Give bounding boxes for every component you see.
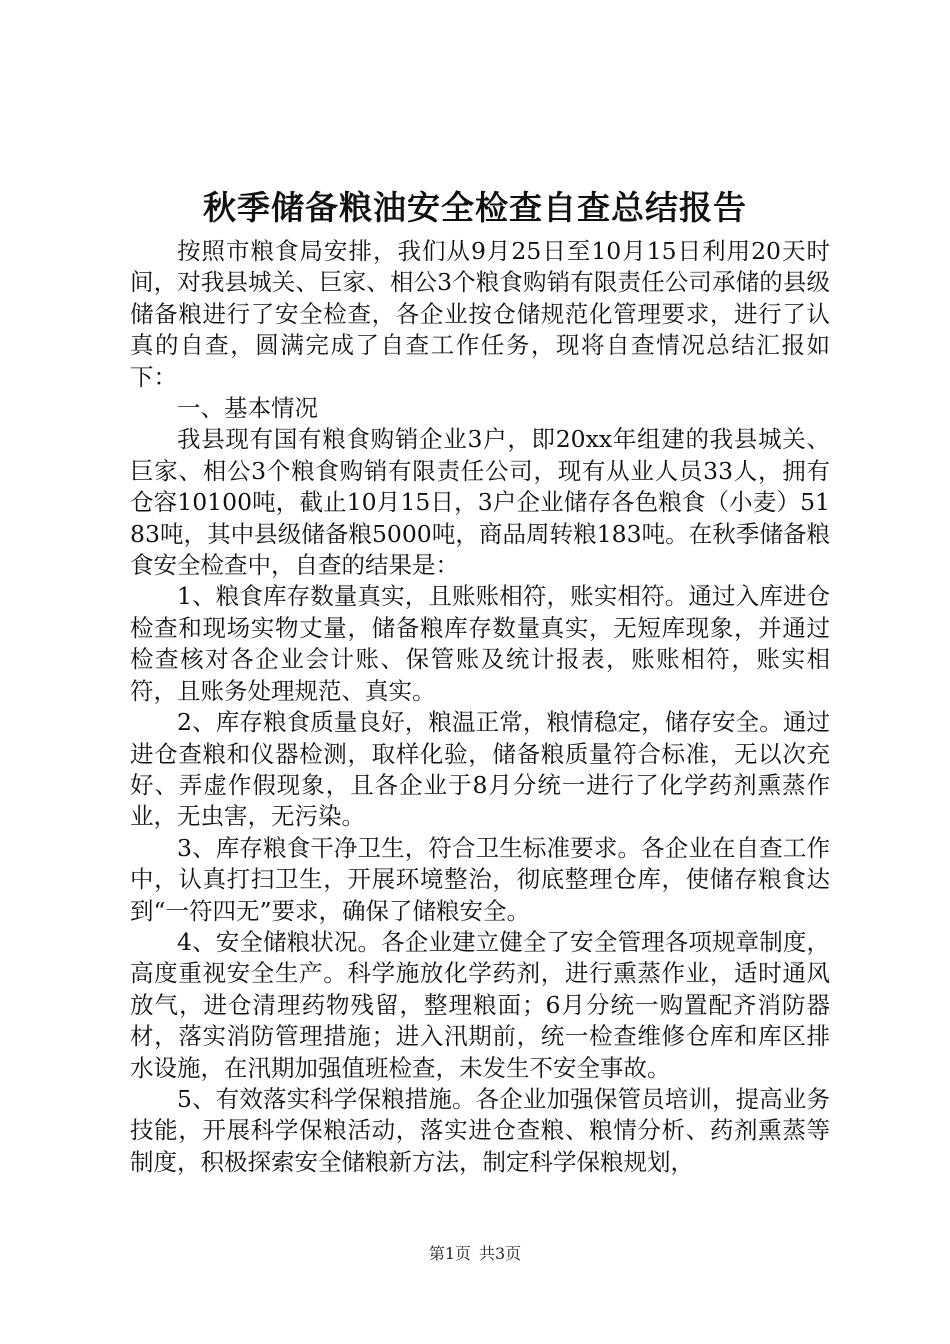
paragraph-item-2: 2、库存粮食质量良好，粮温正常，粮情稳定，储存安全。通过进仓查粮和仪器检测，取样化验，储备粮质量符合标准，无以次充好、弄虚作假现象，且各企业于8月分统一进行了化学药剂熏蒸作业，无虫害，无污染。: [130, 708, 830, 831]
paragraph-item-1: 1、粮食库存数量真实，且账账相符，账实相符。通过入库进仓检查和现场实物丈量，储备粮库存数量真实，无短库现象，并通过检查核对各企业会计账、保管账及统计报表，账账相符，账实相符，且账务处理规范、真实。: [130, 582, 830, 705]
paragraph-intro: 按照市粮食局安排，我们从9月25日至10月15日利用20天时间，对我县城关、巨家、相公3个粮食购销有限责任公司承储的县级储备粮进行了安全检查，各企业按仓储规范化管理要求，进行了认真的自查，圆满完成了自查工作任务，现将自查情况总结汇报如下：: [130, 237, 830, 391]
page-total: 共3页: [479, 1244, 522, 1263]
document-title: 秋季储备粮油安全检查自查总结报告: [203, 188, 747, 227]
page-footer: [0, 1243, 950, 1265]
paragraph-item-5: 5、有效落实科学保粮措施。各企业加强保管员培训，提高业务技能，开展科学保粮活动，落实进仓查粮、粮情分析、药剂熏蒸等制度，积极探索安全储粮新方法，制定科学保粮规划，: [130, 1084, 830, 1176]
section-heading-basic: 一、基本情况: [177, 394, 318, 423]
document-body: [130, 236, 830, 1178]
paragraph-item-4: 4、安全储粮状况。各企业建立健全了安全管理各项规章制度，高度重视安全生产。科学施放化学药剂，进行熏蒸作业，适时通风放气，进仓清理药物残留，整理粮面；6月分统一购置配齐消防器材，落实消防管理措施；进入汛期前，统一检查维修仓库和库区排水设施，在汛期加强值班检查，未发生不安全事故。: [130, 927, 830, 1082]
page-number: 第1页: [428, 1244, 471, 1263]
paragraph-item-3: 3、库存粮食干净卫生，符合卫生标准要求。各企业在自查工作中，认真打扫卫生，开展环境整治，彻底整理仓库，使储存粮食达到“一符四无”要求，确保了储粮安全。: [130, 833, 830, 925]
paragraph-basic-info: 我县现有国有粮食购销企业3户，即20xx年组建的我县城关、巨家、相公3个粮食购销有限责任公司，现有从业人员33人，拥有仓容10100吨，截止10月15日，3户企业储存各色粮食（小麦）5183吨，其中县级储备粮5000吨，商品周转粮183吨。在秋季储备粮食安全检查中，自查的结果是：: [130, 425, 830, 580]
